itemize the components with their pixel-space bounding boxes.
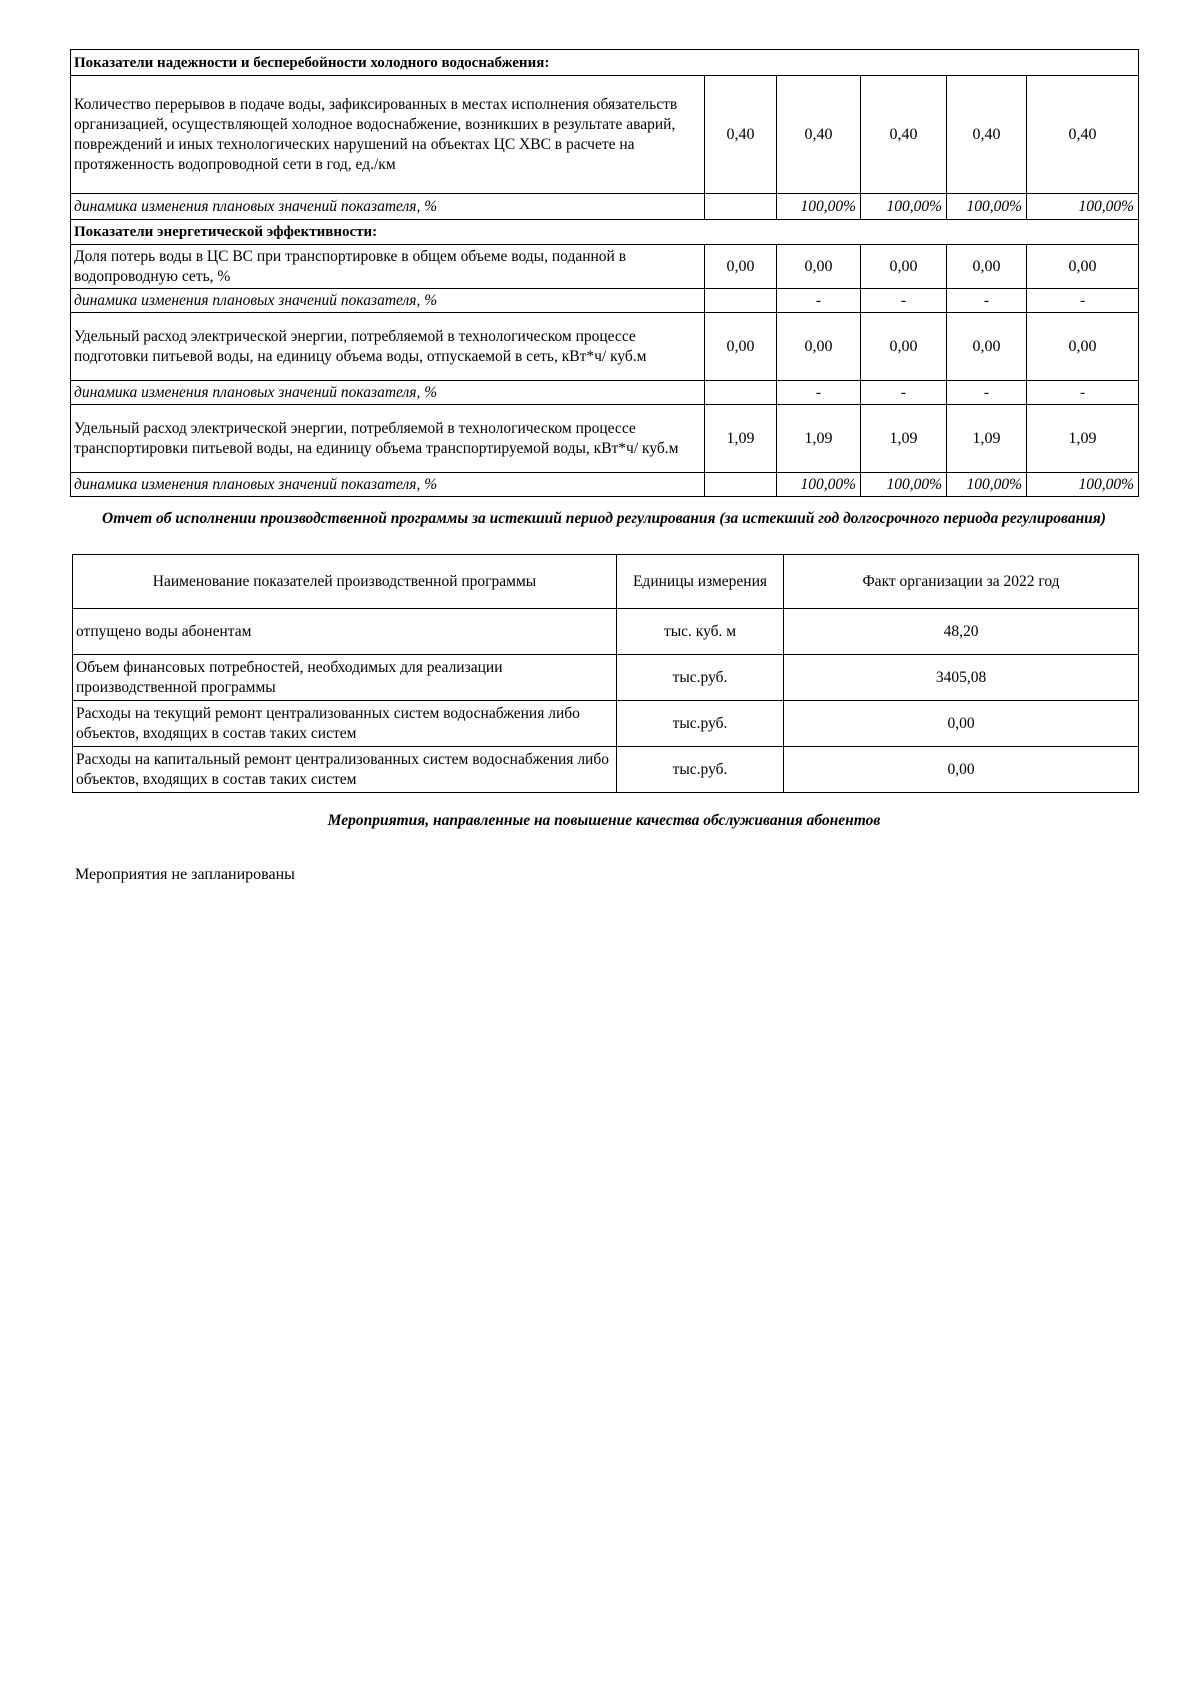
report-item-name: Расходы на капитальный ремонт централизованных систем водоснабжения либо объектов, входящих в состав таких систем — [73, 747, 617, 793]
value-cell: 0,00 — [777, 313, 861, 381]
table-row — [71, 245, 1139, 289]
report-item-name: Расходы на текущий ремонт централизованных систем водоснабжения либо объектов, входящих в состав таких систем — [73, 701, 617, 747]
table-row — [73, 701, 1139, 747]
value-cell: 0,00 — [947, 245, 1027, 289]
dynamics-cell: 100,00% — [861, 194, 947, 220]
report-item-value: 0,00 — [784, 701, 1139, 747]
report-item-value: 3405,08 — [784, 655, 1139, 701]
dynamics-cell: 100,00% — [777, 194, 861, 220]
indicator-label: Доля потерь воды в ЦС ВС при транспортировке в общем объеме воды, поданной в водопроводную сеть, % — [71, 245, 705, 289]
value-cell: 0,00 — [777, 245, 861, 289]
report-item-unit: тыс. куб. м — [617, 609, 784, 655]
report-item-value: 48,20 — [784, 609, 1139, 655]
section-reliability-row — [71, 50, 1139, 76]
dynamics-cell: 100,00% — [777, 473, 861, 497]
indicator-label: Количество перерывов в подаче воды, зафиксированных в местах исполнения обязательств организацией, осуществляющей холодное водоснабжение, возникших в результате аварий, повреждений и иных технологических нарушений на объектах ЦС ХВС в расчете на протяженность водопроводной сети в год, ед./км — [71, 76, 705, 194]
dynamics-row — [71, 289, 1139, 313]
dynamics-cell — [705, 381, 777, 405]
report-item-unit: тыс.руб. — [617, 701, 784, 747]
dynamics-cell — [705, 194, 777, 220]
value-cell: 0,00 — [705, 245, 777, 289]
value-cell: 0,40 — [705, 76, 777, 194]
dynamics-cell: - — [777, 289, 861, 313]
table-row — [73, 747, 1139, 793]
value-cell: 0,40 — [777, 76, 861, 194]
dynamics-row — [71, 381, 1139, 405]
dynamics-cell: 100,00% — [1027, 473, 1139, 497]
column-header: Единицы измерения — [617, 555, 784, 609]
value-cell: 0,00 — [861, 313, 947, 381]
events-note: Мероприятия не запланированы — [75, 866, 295, 883]
dynamics-cell — [705, 289, 777, 313]
report-item-name: отпущено воды абонентам — [73, 609, 617, 655]
report-item-unit: тыс.руб. — [617, 655, 784, 701]
dynamics-cell: 100,00% — [861, 473, 947, 497]
dynamics-cell: - — [1027, 381, 1139, 405]
dynamics-label: динамика изменения плановых значений показателя, % — [71, 381, 705, 405]
report-header-row — [73, 555, 1139, 609]
dynamics-cell: - — [861, 289, 947, 313]
section-energy-row — [71, 220, 1139, 245]
column-header: Наименование показателей производственной программы — [73, 555, 617, 609]
dynamics-label: динамика изменения плановых значений показателя, % — [71, 473, 705, 497]
indicators-table — [70, 49, 1139, 497]
dynamics-row — [71, 473, 1139, 497]
dynamics-cell — [705, 473, 777, 497]
value-cell: 1,09 — [947, 405, 1027, 473]
section-energy-title: Показатели энергетической эффективности: — [71, 220, 1139, 245]
table-row — [73, 609, 1139, 655]
dynamics-row — [71, 194, 1139, 220]
section-reliability-title: Показатели надежности и бесперебойности холодного водоснабжения: — [71, 50, 1139, 76]
dynamics-label: динамика изменения плановых значений показателя, % — [71, 289, 705, 313]
value-cell: 1,09 — [777, 405, 861, 473]
dynamics-cell: - — [1027, 289, 1139, 313]
value-cell: 0,00 — [861, 245, 947, 289]
dynamics-cell: 100,00% — [947, 473, 1027, 497]
value-cell: 0,40 — [1027, 76, 1139, 194]
value-cell: 0,00 — [947, 313, 1027, 381]
report-table — [72, 554, 1139, 793]
report-item-name: Объем финансовых потребностей, необходимых для реализации производственной программы — [73, 655, 617, 701]
indicator-label: Удельный расход электрической энергии, потребляемой в технологическом процессе подготовки питьевой воды, на единицу объема воды, отпускаемой в сеть, кВт*ч/ куб.м — [71, 313, 705, 381]
dynamics-cell: 100,00% — [1027, 194, 1139, 220]
table-row — [71, 313, 1139, 381]
dynamics-cell: - — [861, 381, 947, 405]
table-row — [71, 76, 1139, 194]
dynamics-cell: - — [947, 289, 1027, 313]
dynamics-cell: 100,00% — [947, 194, 1027, 220]
table-row — [71, 405, 1139, 473]
value-cell: 1,09 — [861, 405, 947, 473]
report-item-value: 0,00 — [784, 747, 1139, 793]
report-title: Отчет об исполнении производственной программы за истекший период регулирования (за истекший год долгосрочного периода регулирования) — [102, 510, 1106, 527]
value-cell: 0,00 — [1027, 313, 1139, 381]
value-cell: 0,40 — [861, 76, 947, 194]
report-item-unit: тыс.руб. — [617, 747, 784, 793]
column-header: Факт организации за 2022 год — [784, 555, 1139, 609]
value-cell: 0,00 — [705, 313, 777, 381]
dynamics-cell: - — [947, 381, 1027, 405]
dynamics-label: динамика изменения плановых значений показателя, % — [71, 194, 705, 220]
value-cell: 0,40 — [947, 76, 1027, 194]
dynamics-cell: - — [777, 381, 861, 405]
value-cell: 0,00 — [1027, 245, 1139, 289]
value-cell: 1,09 — [1027, 405, 1139, 473]
events-title: Мероприятия, направленные на повышение качества обслуживания абонентов — [327, 812, 881, 829]
value-cell: 1,09 — [705, 405, 777, 473]
indicator-label: Удельный расход электрической энергии, потребляемой в технологическом процессе транспортировки питьевой воды, на единицу объема транспортируемой воды, кВт*ч/ куб.м — [71, 405, 705, 473]
table-row — [73, 655, 1139, 701]
